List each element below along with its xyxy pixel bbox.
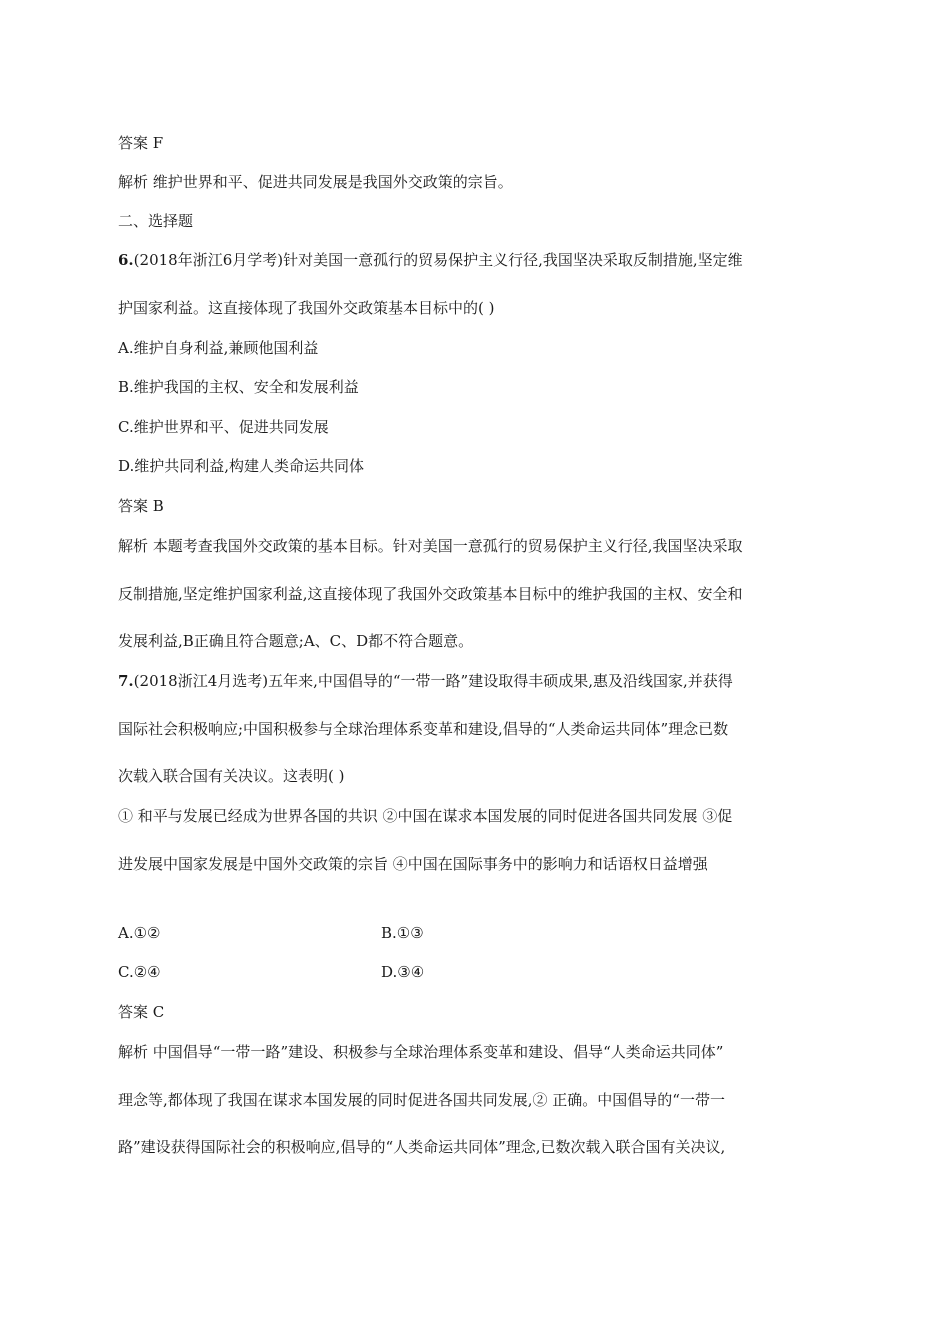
section-title: 二、选择题 [118, 212, 194, 230]
q6-analysis-line1: 解析 本题考查我国外交政策的基本目标。针对美国一意孤行的贸易保护主义行径,我国坚决采取 [118, 537, 743, 555]
q7-stem-text1: (2018浙江4月选考)五年来,中国倡导的“一带一路”建设取得丰硕成果,惠及沿线国家,并获得 [133, 672, 733, 690]
q7-items-line2: 进发展中国家发展是中国外交政策的宗旨 ④中国在国际事务中的影响力和话语权日益增强 [118, 855, 708, 873]
q6-stem-text1: (2018年浙江6月学考)针对美国一意孤行的贸易保护主义行径,我国坚决采取反制措施,坚定维 [133, 251, 743, 269]
q6-option-c: C.维护世界和平、促进共同发展 [118, 418, 329, 436]
q6-answer: 答案 B [118, 497, 164, 515]
q7-stem-line2: 国际社会积极响应;中国积极参与全球治理体系变革和建设,倡导的“人类命运共同体”理念已数 [118, 720, 729, 738]
q7-number: 7. [118, 672, 134, 690]
q7-option-b: B.①③ [381, 924, 424, 942]
q6-stem-line2: 护国家利益。这直接体现了我国外交政策基本目标中的( ) [118, 299, 495, 317]
q7-answer: 答案 C [118, 1003, 165, 1021]
q7-analysis-line3: 路”建设获得国际社会的积极响应,倡导的“人类命运共同体”理念,已数次载入联合国有关决议, [118, 1138, 726, 1156]
q7-stem-line1 [118, 671, 733, 691]
q7-option-a: A.①② [118, 924, 161, 942]
q6-number: 6. [118, 251, 134, 269]
q7-option-d: D.③④ [381, 963, 425, 981]
q7-analysis-line1: 解析 中国倡导“一带一路”建设、积极参与全球治理体系变革和建设、倡导“人类命运共同体” [118, 1043, 724, 1061]
q7-analysis-line2: 理念等,都体现了我国在谋求本国发展的同时促进各国共同发展,② 正确。中国倡导的“一带一 [118, 1091, 725, 1109]
q6-option-d: D.维护共同利益,构建人类命运共同体 [118, 457, 365, 475]
q7-stem-line3: 次载入联合国有关决议。这表明( ) [118, 767, 345, 785]
q7-options-row1 [118, 923, 424, 943]
q6-option-b: B.维护我国的主权、安全和发展利益 [118, 378, 359, 396]
q7-option-c: C.②④ [118, 963, 161, 981]
q6-stem-line1 [118, 250, 743, 270]
prev-analysis: 解析 维护世界和平、促进共同发展是我国外交政策的宗旨。 [118, 173, 513, 191]
q6-analysis-line3: 发展利益,B正确且符合题意;A、C、D都不符合题意。 [118, 632, 474, 650]
q7-options-row2 [118, 962, 425, 982]
q6-analysis-line2: 反制措施,坚定维护国家利益,这直接体现了我国外交政策基本目标中的维护我国的主权、安全和 [118, 585, 743, 603]
q6-option-a: A.维护自身利益,兼顾他国利益 [118, 339, 319, 357]
prev-answer: 答案 F [118, 134, 164, 152]
q7-items-line1: ① 和平与发展已经成为世界各国的共识 ②中国在谋求本国发展的同时促进各国共同发展 ③促 [118, 807, 733, 825]
